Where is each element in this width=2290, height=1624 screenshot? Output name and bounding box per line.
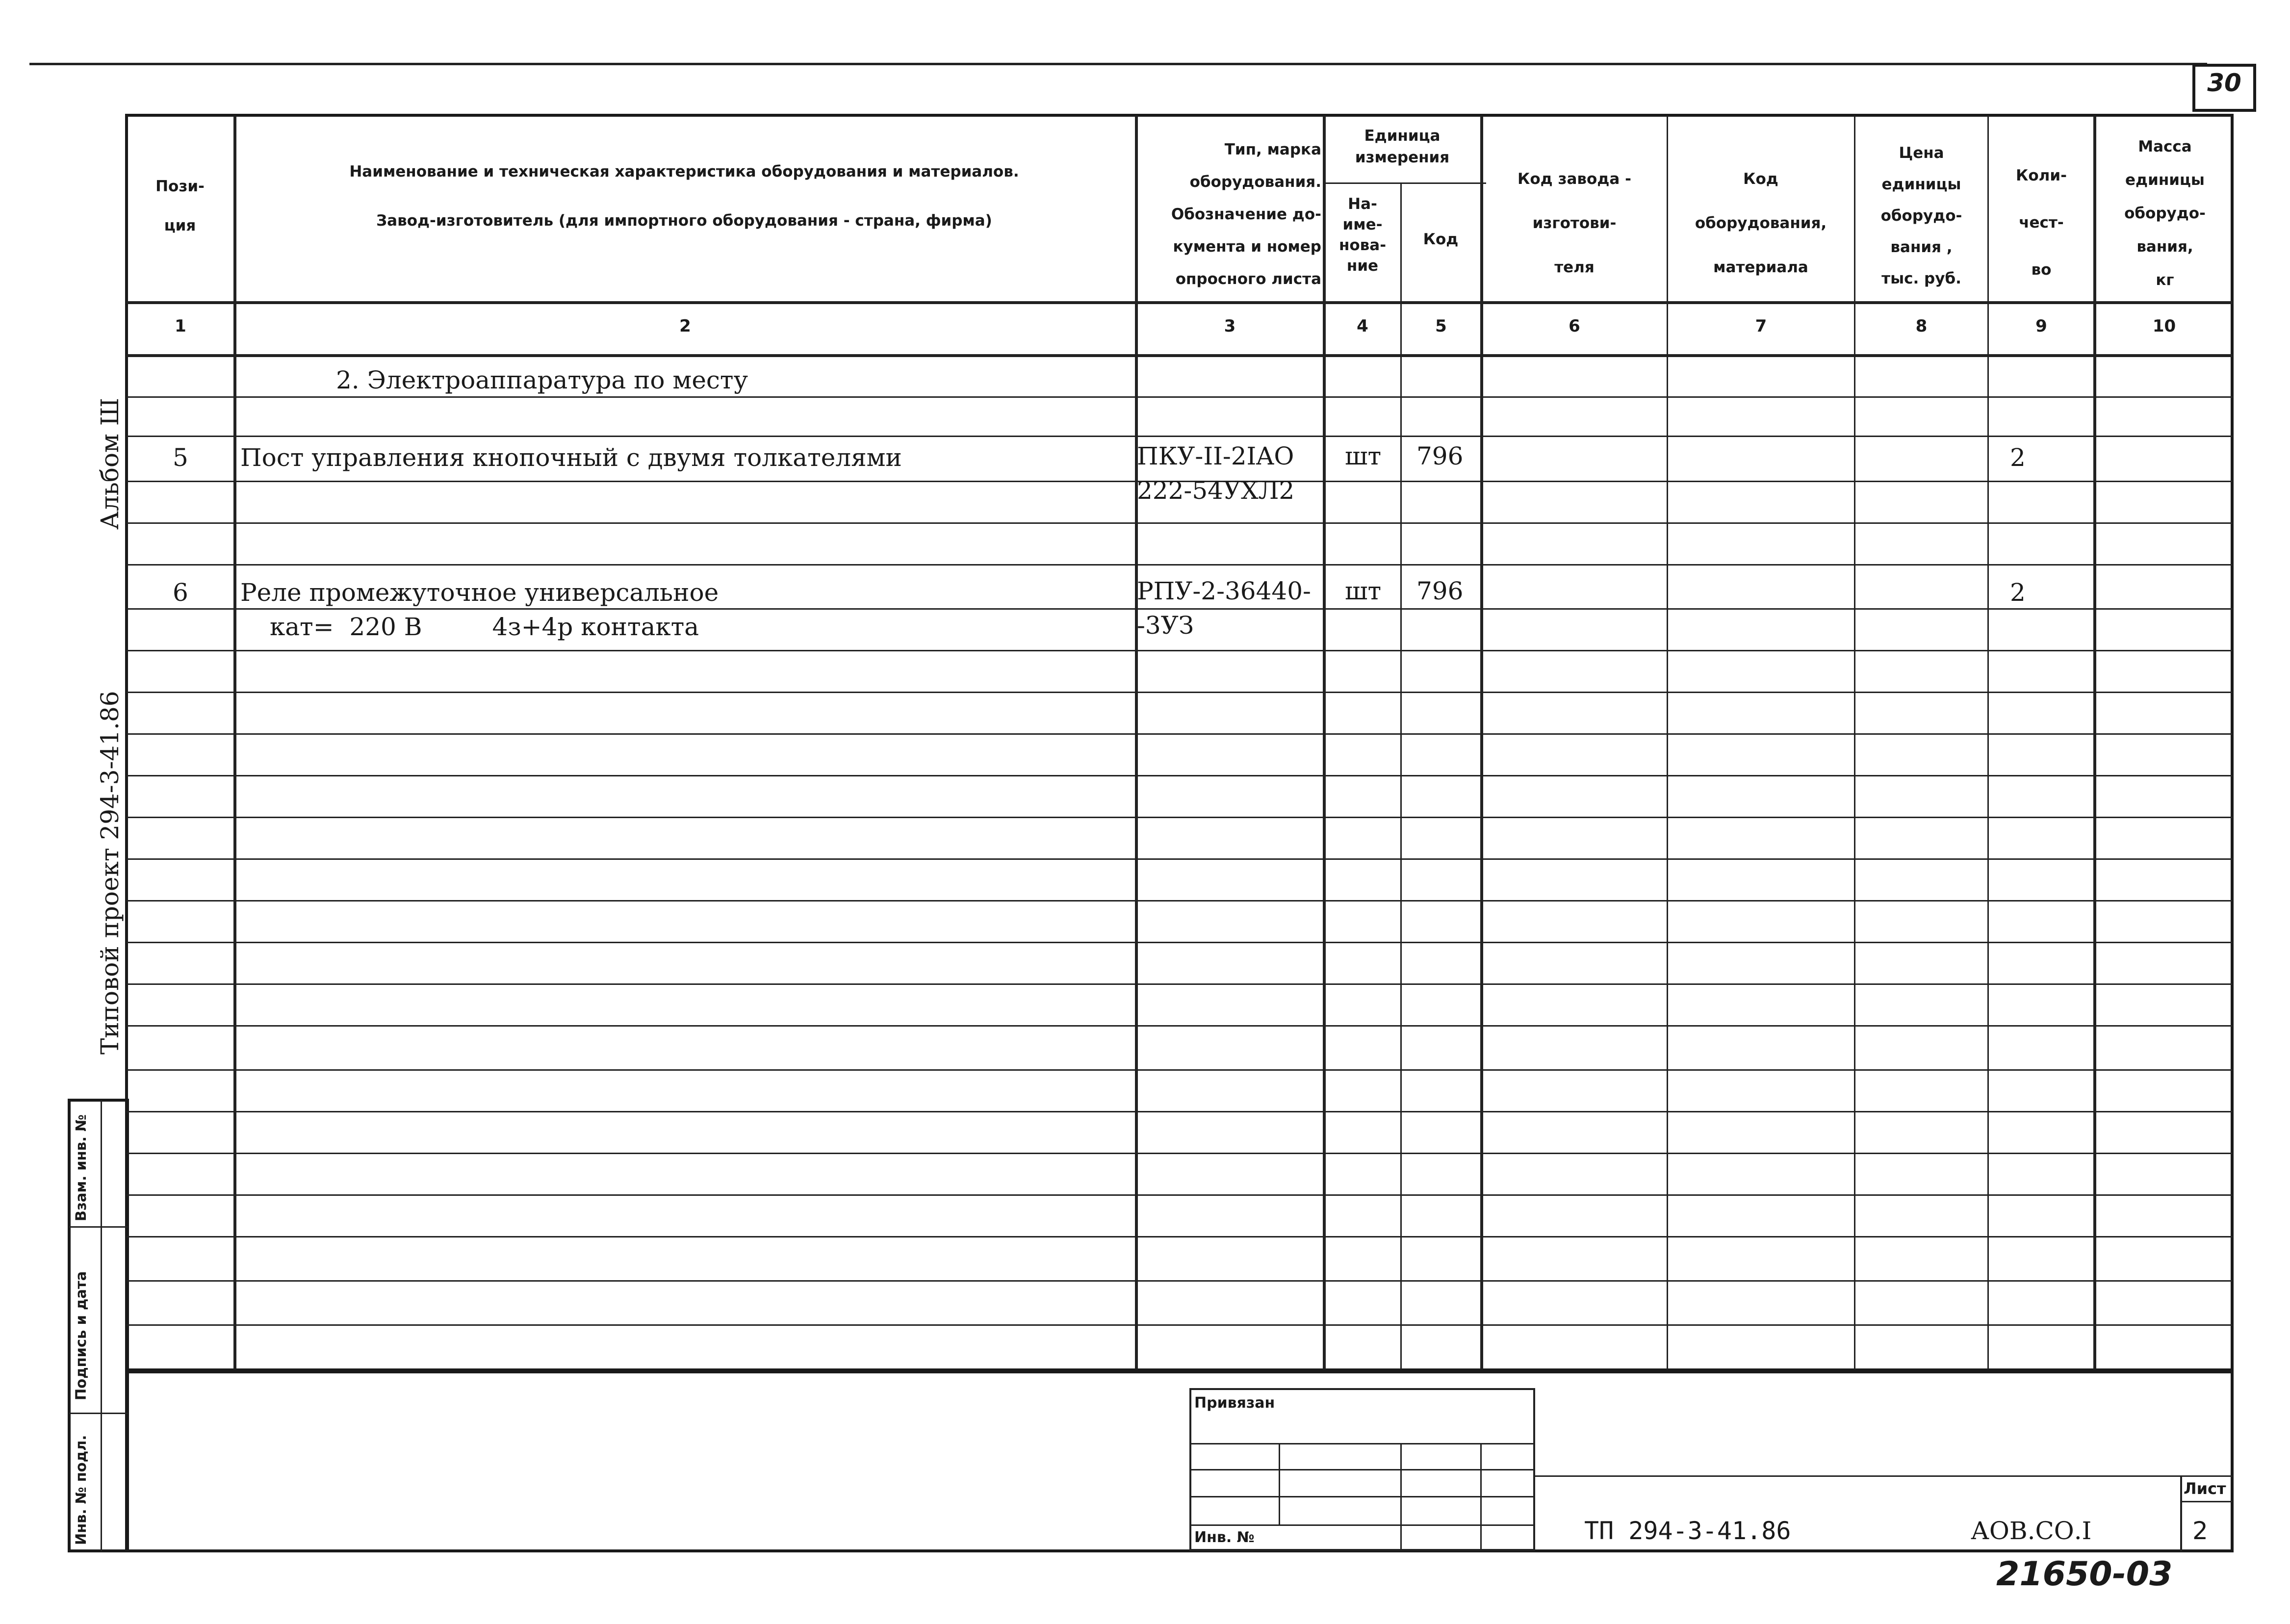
row-line xyxy=(127,858,2233,860)
colnum-bottom-line xyxy=(127,354,2233,357)
doc-code: ТП 294-3-41.86 xyxy=(1584,1517,1791,1545)
row-line xyxy=(127,1111,2233,1112)
row-line xyxy=(127,522,2233,524)
item-quantity: 2 xyxy=(2010,443,2026,472)
item-type: РПУ-2-36440- xyxy=(1137,577,1311,605)
side-project-label: Типовой проект 294-3-41.86 xyxy=(96,691,124,1055)
row-line xyxy=(127,1324,2233,1326)
header-name: Наименование и техническая характеристика оборудования и материалов. Завод-изготовитель (для импортного оборудования - страна, фирма) xyxy=(349,163,1019,230)
item-type: ПКУ-II-2IAO xyxy=(1137,442,1294,470)
header-plant-code: Код завода - изготови- теля xyxy=(1518,170,1631,276)
stamp-line xyxy=(1189,1443,1535,1444)
colnum-1: 1 xyxy=(175,316,186,336)
row-line xyxy=(127,983,2233,985)
item-name: Пост управления кнопочный с двумя толкателями xyxy=(240,443,902,472)
sheet-label-line xyxy=(2180,1501,2233,1502)
row-line xyxy=(127,608,2233,610)
row-line xyxy=(127,1153,2233,1154)
sheet-number: 30 xyxy=(2207,69,2241,97)
item-name: Реле промежуточное универсальное xyxy=(240,578,719,607)
row-line xyxy=(127,817,2233,818)
row-line xyxy=(127,942,2233,943)
row-line xyxy=(127,1025,2233,1027)
stamp-col xyxy=(1279,1443,1280,1524)
row-line xyxy=(127,1194,2233,1196)
item-unit: шт xyxy=(1345,577,1382,605)
row-line xyxy=(127,650,2233,651)
binding-divider xyxy=(69,1226,128,1228)
header-unit-code: Код xyxy=(1423,231,1459,248)
header-unit-name: На- име- нова- ние xyxy=(1338,195,1387,275)
lower-frame xyxy=(125,1368,2234,1552)
colnum-6: 6 xyxy=(1569,316,1580,336)
handwritten-number: 21650-03 xyxy=(1996,1555,2173,1594)
header-position: Пози- ция xyxy=(155,178,205,234)
item-position: 5 xyxy=(173,443,188,472)
stamp-line xyxy=(1189,1524,1535,1526)
sheet-value: 2 xyxy=(2192,1517,2208,1545)
col-line-5 xyxy=(1480,116,1483,1369)
colnum-3: 3 xyxy=(1224,316,1236,336)
item-type-line2: 222-54УХЛ2 xyxy=(1137,476,1295,505)
header-unit-group: Единица измерения xyxy=(1355,127,1450,166)
doc-mark: АОВ.СО.I xyxy=(1971,1517,2092,1545)
sheet-label: Лист xyxy=(2184,1479,2226,1498)
stamp-col xyxy=(1480,1443,1482,1551)
stamp-col xyxy=(1400,1443,1402,1551)
colnum-8: 8 xyxy=(1915,316,1928,336)
col-line-1 xyxy=(233,116,236,1369)
col-line-9 xyxy=(2093,116,2096,1369)
side-album-label: Альбом Ш xyxy=(96,398,124,530)
item-unit: шт xyxy=(1345,442,1382,470)
row-line xyxy=(127,1280,2233,1282)
row-line xyxy=(127,900,2233,902)
stamp-line xyxy=(1189,1469,1535,1470)
item-name-line2: кат= 220 В 4з+4р контакта xyxy=(270,613,699,641)
row-line xyxy=(127,1236,2233,1237)
row-line xyxy=(127,564,2233,566)
col-line-8 xyxy=(1987,116,1989,1369)
stamp-inv-label: Инв. № xyxy=(1194,1529,1255,1546)
signature-date-label: Подпись и дата xyxy=(73,1271,89,1400)
inv-replaced-label: Взам. инв. № xyxy=(73,1114,89,1221)
header-mass: Масса единицы оборудо- вания, кг xyxy=(2124,138,2206,289)
binding-strip-inner-line xyxy=(101,1100,102,1551)
item-position: 6 xyxy=(173,578,188,607)
col-line-7 xyxy=(1854,116,1855,1369)
row-line xyxy=(127,692,2233,693)
section-title: 2. Электроаппаратура по месту xyxy=(336,366,748,394)
binding-divider xyxy=(69,1413,128,1414)
stamp-bound-label: Привязан xyxy=(1194,1394,1275,1412)
unit-subheader-line xyxy=(1324,182,1486,184)
item-unit-code: 796 xyxy=(1416,442,1464,470)
header-price: Цена единицы оборудо- вания , тыс. руб. xyxy=(1880,144,1962,287)
top-rule xyxy=(29,63,2207,65)
col-line-3 xyxy=(1323,116,1326,1369)
header-bottom-line xyxy=(127,301,2233,304)
row-line xyxy=(127,733,2233,735)
header-quantity: Коли- чест- во xyxy=(2016,167,2067,279)
item-quantity: 2 xyxy=(2010,578,2026,607)
row-line xyxy=(127,396,2233,398)
colnum-10: 10 xyxy=(2152,316,2176,336)
header-type: Тип, марка оборудования. Обозначение до- кумента и номер опросного листа xyxy=(1171,141,1321,288)
row-line xyxy=(127,1069,2233,1071)
stamp-line xyxy=(1189,1496,1535,1497)
item-type-line2: -3УЗ xyxy=(1137,611,1194,640)
row-line xyxy=(127,436,2233,437)
colnum-2: 2 xyxy=(679,316,691,336)
row-line xyxy=(127,775,2233,776)
colnum-9: 9 xyxy=(2035,316,2047,336)
col-line-2 xyxy=(1135,116,1138,1369)
col-line-6 xyxy=(1667,116,1668,1369)
title-block-line xyxy=(1535,1475,2233,1477)
colnum-4: 4 xyxy=(1357,316,1368,336)
colnum-5: 5 xyxy=(1435,316,1447,336)
header-equipment-code: Код оборудования, материала xyxy=(1695,170,1827,276)
item-unit-code: 796 xyxy=(1416,577,1464,605)
inv-original-label: Инв. № подл. xyxy=(73,1435,89,1545)
colnum-7: 7 xyxy=(1755,316,1767,336)
